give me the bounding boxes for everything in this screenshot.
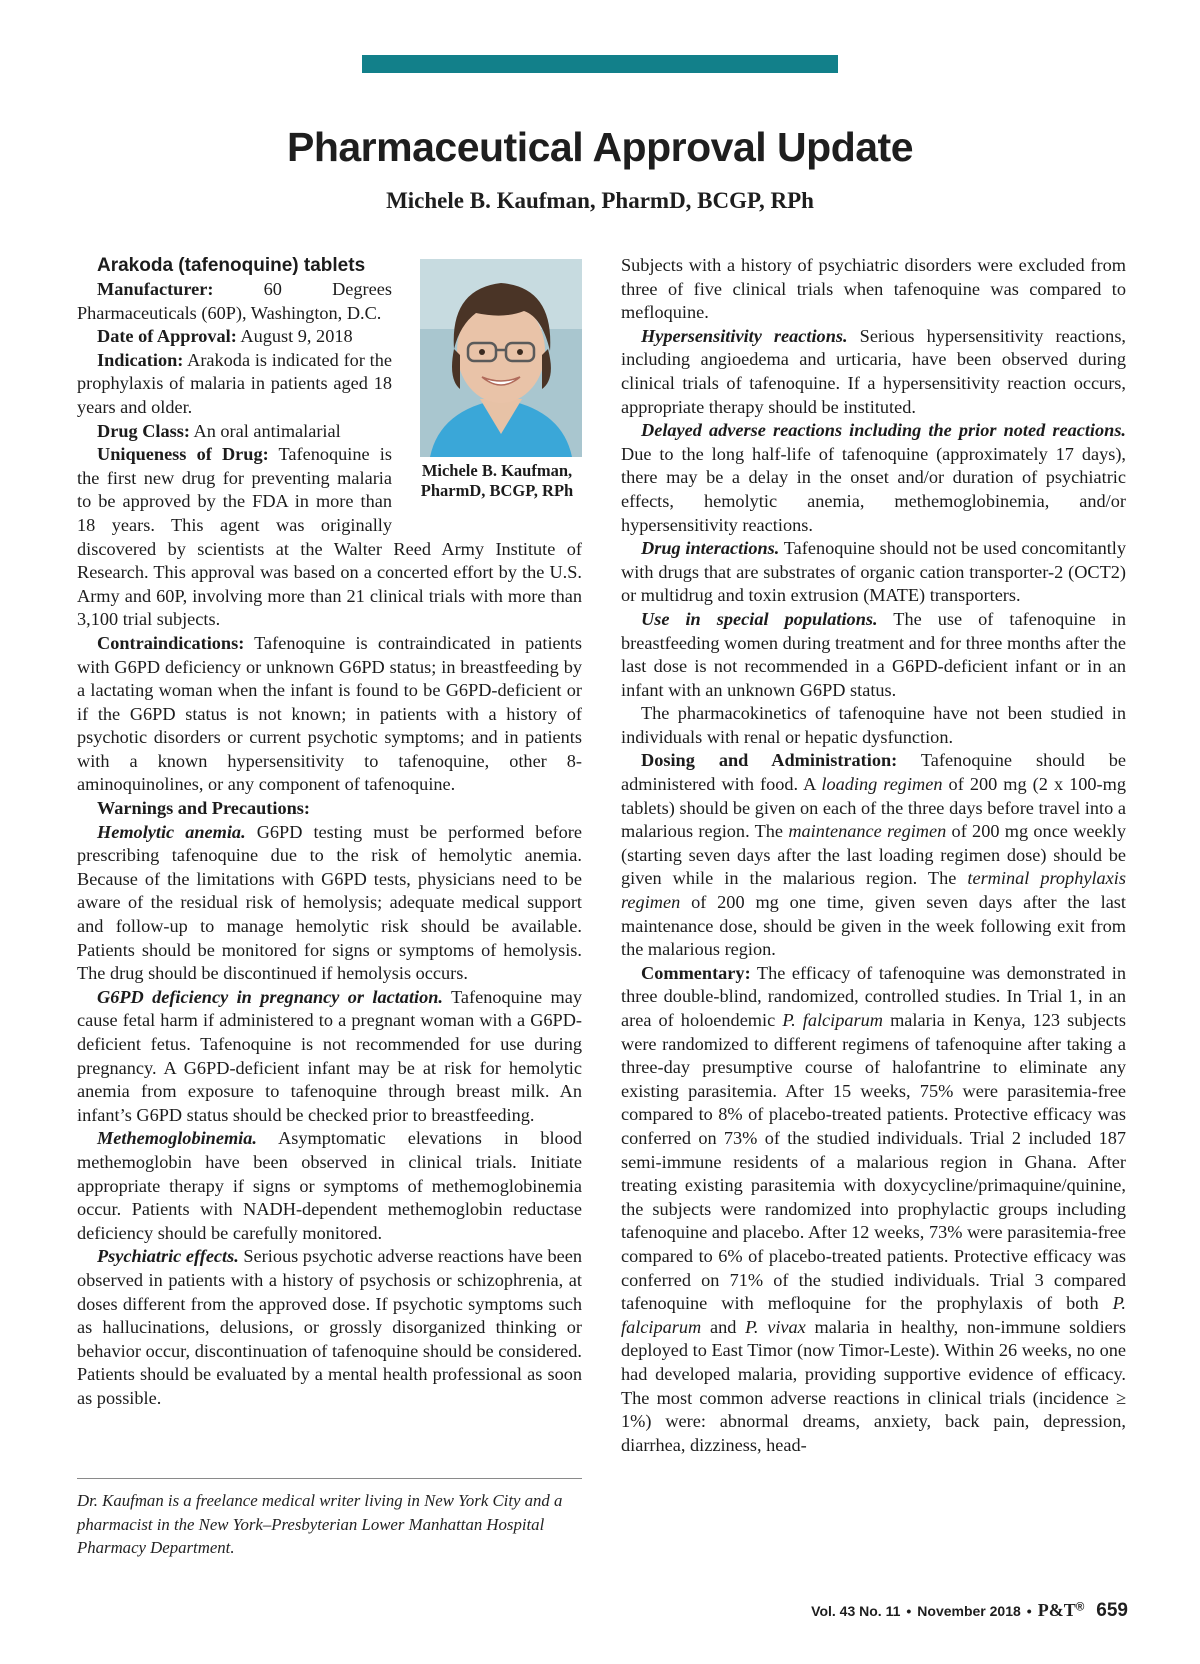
pharmacokinetics-paragraph: The pharmacokinetics of tafenoquine have not been studied in individuals with renal or hepatic dysfunction. (621, 703, 1126, 747)
methemoglobinemia-label: Methemoglobinemia. (97, 1128, 257, 1149)
accent-bar (362, 55, 838, 73)
folio-separator-1: • (906, 1603, 912, 1619)
author-byline: Michele B. Kaufman, PharmD, BCGP, RPh (386, 188, 814, 213)
dosing-text-b: of 200 mg (2 x 100-mg tablets) should be given on each of the three days before travel into a malarious region. The (621, 774, 1126, 842)
species-falciparum-2: P. falciparum (621, 1293, 1126, 1337)
dosing-label: Dosing and Administration: (641, 750, 898, 771)
indication-label: Indication: (97, 349, 184, 370)
special-populations-paragraph (621, 608, 1126, 702)
dosing-text-d: of 200 mg one time, given seven days after the last maintenance dose, should be given in the week following exit from the malarious region. (621, 892, 1127, 960)
indication-text: Arakoda is indicated for the prophylaxis of malaria in patients aged 18 years and older. (77, 349, 392, 417)
commentary-label: Commentary: (641, 962, 751, 983)
photo-caption-name: Michele B. Kaufman, (421, 461, 573, 480)
uniqueness-text: Tafenoquine is the first new drug for preventing malaria to be approved by the FDA in more than 18 years. This agent was originally discovered by scientists at the Walter Reed Army Institute of Research. This approval was based on a concerted effort by the U.S. Army and 60P, involving more than 21 clinical trials with more than 3,100 trial subjects. (77, 444, 582, 630)
photo-caption (412, 461, 582, 501)
approval-text: August 9, 2018 (240, 326, 353, 347)
dosing-text-a: Tafenoquine should be administered with food. A (621, 750, 1126, 795)
warnings-label: Warnings and Precautions: (97, 798, 310, 819)
g6pd-text: Tafenoquine may cause fetal harm if administered to a pregnant woman with a G6PD-deficient fetus. Tafenoquine is not recommended for use during pregnancy. A G6PD-deficient infant may be at risk for hemolytic anemia from exposure to tafenoquine through breast milk. An infant’s G6PD status should be checked prior to breastfeeding. (77, 986, 582, 1125)
species-falciparum-1: P. falciparum (782, 1010, 883, 1030)
special-populations-text: The use of tafenoquine in breastfeeding women during treatment and for three months after the last dose is not recommended in a G6PD-deficient infant or in an infant with an unknown G6PD status. (621, 608, 1126, 700)
manufacturer-text: 60 Degrees Pharmaceuticals (60P), Washington, D.C. (77, 279, 392, 323)
commentary-text-b: malaria in Kenya, 123 subjects were randomized to different regimens of tafenoquine after taking a three-day presumptive course of halofantrine to eliminate any existing parasitemia. After 15 weeks, 75% were parasitemia-free compared to 8% of placebo-treated patients. Protective efficacy was conferred on 73% of the studied individuals. Trial 2 included 187 semi-immune residents of a malarious region in Ghana. After treating existing parasitemia with doxycycline/primaquine/quinine, the subjects were randomized into prophylactic groups including tafenoquine and placebo. After 12 weeks, 73% were parasitemia-free compared to 6% of placebo-treated patients. Protective efficacy was conferred on 71% of the studied individuals. Trial 3 compared tafenoquine with mefloquine for the prophylaxis of both (621, 1010, 1126, 1314)
manufacturer-label: Manufacturer: (97, 279, 214, 299)
maintenance-regimen-term: maintenance regimen (788, 821, 947, 842)
right-column (621, 254, 1126, 1457)
hemolytic-label: Hemolytic anemia. (97, 821, 246, 842)
commentary-paragraph (621, 962, 1126, 1457)
special-populations-label: Use in special populations. (641, 608, 878, 629)
commentary-text-c: malaria in healthy, non-immune soldiers deployed to East Timor (now Timor-Leste). Within 26 weeks, no one had developed malaria, providing supportive evidence of efficacy. The most common adverse reactions in clinical trials (incidence ≥ 1%) were: abnormal dreams, anxiety, back pain, depression, diarrhea, dizziness, head- (621, 1316, 1126, 1455)
contraindications-text: Tafenoquine is contraindicated in patients with G6PD deficiency or unknown G6PD status; in breastfeeding by a lactating woman when the infant is found to be G6PD-deficient or if the G6PD status is not known; in patients with a history of psychotic disorders or current psychotic symptoms; and in patients with a known hypersensitivity to tafenoquine, other 8-aminoquinolines, or any component of tafenoquine. (77, 632, 582, 795)
page-title: Pharmaceutical Approval Update (286, 124, 913, 170)
drug-class-label: Drug Class: (97, 420, 190, 441)
folio-separator-2: • (1026, 1603, 1032, 1619)
photo-caption-credentials: PharmD, BCGP, RPh (420, 481, 574, 500)
psychiatric-paragraph (77, 1245, 582, 1410)
g6pd-label: G6PD deficiency in pregnancy or lactation. (97, 986, 443, 1007)
methemoglobinemia-paragraph (77, 1127, 582, 1245)
hypersensitivity-text: Serious hypersensitivity reactions, including angioedema and urticaria, have been observed during clinical trials of tafenoquine. If a hypersensitivity reaction occurs, appropriate therapy should be instituted. (621, 325, 1127, 417)
interactions-label: Drug interactions. (641, 538, 780, 559)
contraindications-paragraph (77, 632, 582, 797)
species-vivax: P. vivax (745, 1316, 806, 1337)
dosing-paragraph (621, 749, 1126, 961)
warnings-heading (77, 797, 582, 821)
author-photo (420, 259, 582, 457)
page-folio (811, 1600, 1128, 1622)
psychiatric-text: Serious psychotic adverse reactions have been observed in patients with a history of psychosis or schizophrenia, at doses different from the approved dose. If psychotic symptoms such as hallucinations, delusions, or grossly disorganized thinking or behavior occur, discontinuation of tafenoquine should be considered. Patients should be evaluated by a mental health professional as soon as possible. (77, 1246, 582, 1408)
author-portrait-image (420, 259, 582, 457)
folio-page-number: 659 (1096, 1600, 1128, 1621)
g6pd-paragraph (77, 986, 582, 1128)
loading-regimen-term: loading regimen (821, 774, 943, 795)
folio-registered-mark: ® (1075, 1600, 1085, 1614)
commentary-and: and (709, 1316, 737, 1337)
folio-journal: P&T (1037, 1600, 1076, 1620)
drug-class-text: An oral antimalarial (193, 420, 341, 441)
drug-heading: Arakoda (tafenoquine) tablets (97, 255, 366, 276)
delayed-label: Delayed adverse reactions including the prior noted reactions. (641, 420, 1126, 441)
psychiatric-label: Psychiatric effects. (97, 1246, 239, 1267)
hemolytic-paragraph (77, 821, 582, 986)
uniqueness-label: Uniqueness of Drug: (97, 444, 269, 465)
dosing-text-c: of 200 mg once weekly (starting seven days after the last loading regimen dose) should be given while in the malarious region. The (621, 821, 1127, 889)
left-column (77, 254, 582, 1411)
folio-date: November 2018 (917, 1603, 1021, 1619)
delayed-paragraph (621, 419, 1126, 537)
author-photo-figure (406, 254, 582, 512)
hypersensitivity-label: Hypersensitivity reactions. (641, 325, 848, 346)
contraindications-label: Contraindications: (97, 632, 245, 653)
terminal-regimen-term: terminal prophylaxis regimen (621, 868, 1126, 913)
psychiatric-continued: Subjects with a history of psychiatric disorders were excluded from three of five clinical trials when tafenoquine was compared to mefloquine. (621, 255, 1126, 323)
author-footnote: Dr. Kaufman is a freelance medical writer living in New York City and a pharmacist in the New York–Presbyterian Lower Manhattan Hospital Pharmacy Department. (77, 1478, 582, 1560)
commentary-text-a: The efficacy of tafenoquine was demonstrated in three double-blind, randomized, controlled studies. In Trial 1, in an area of holoendemic (621, 962, 1126, 1030)
hypersensitivity-paragraph (621, 325, 1126, 419)
interactions-paragraph (621, 537, 1126, 608)
folio-volume: Vol. 43 No. 11 (811, 1603, 901, 1619)
approval-label: Date of Approval: (97, 326, 237, 347)
interactions-text: Tafenoquine should not be used concomitantly with drugs that are substrates of organic cation transporter-2 (OCT2) or multidrug and toxin extrusion (MATE) transporters. (621, 538, 1127, 606)
methemoglobinemia-text: Asymptomatic elevations in blood methemoglobin have been observed in clinical trials. Initiate appropriate therapy if signs or symptoms of methemoglobinemia occur. Patients with NADH-dependent methemoglobin reductase deficiency should be carefully monitored. (77, 1128, 582, 1243)
delayed-text: Due to the long half-life of tafenoquine (approximately 17 days), there may be a delay in the onset and/or duration of psychiatric effects, hemolytic anemia, methemoglobinemia, and/or hypersensitivity reactions. (621, 443, 1126, 535)
hemolytic-text: G6PD testing must be performed before prescribing tafenoquine due to the risk of hemolytic anemia. Because of the limitations with G6PD tests, physicians need to be aware of the residual risk of hemolysis; adequate medical support and follow-up to manage hemolytic risk should be available. Patients should be monitored for signs or symptoms of hemolysis. The drug should be discontinued if hemolysis occurs. (77, 821, 582, 984)
